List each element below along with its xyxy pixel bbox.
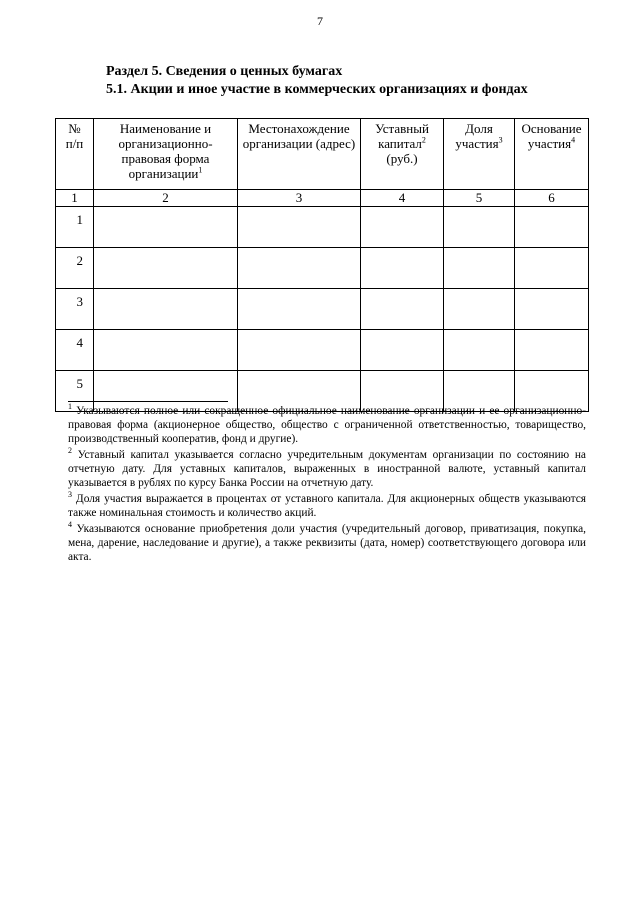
header-basis: Основание участия$^4$ xyxy=(515,119,589,190)
section-title: Раздел 5. Сведения о ценных бумагах xyxy=(106,64,343,79)
row-number: 5 xyxy=(56,371,94,412)
footnote-divider xyxy=(68,401,228,402)
column-number: 4 xyxy=(361,190,444,207)
location-cell[interactable] xyxy=(238,248,361,289)
footnote-1 xyxy=(68,404,586,446)
header-share: Доля участия$^3$ xyxy=(444,119,515,190)
footnote-mark: 3 xyxy=(68,490,72,500)
table-row xyxy=(56,207,589,248)
header-number: № п/п xyxy=(56,119,94,190)
capital-cell[interactable] xyxy=(361,207,444,248)
table-header-row xyxy=(56,119,589,190)
basis-cell[interactable] xyxy=(515,248,589,289)
footnote-4 xyxy=(68,522,586,564)
name-cell[interactable] xyxy=(94,289,238,330)
capital-cell[interactable] xyxy=(361,289,444,330)
footnote-text: Уставный капитал указывается согласно учредительным документам организации по состоянию на отчетную дату. Для уставных капиталов, выраженных в иностранной валюте, уставный капитал указывается в рублях по курсу Банка России на отчетную дату. xyxy=(68,449,586,489)
share-cell[interactable] xyxy=(444,330,515,371)
footnote-text: Указываются полное или сокращенное официальное наименование организации и ее организационно-правовая форма (акционерное общество, общество с ограниченной ответственностью, товарищество, производственный кооператив, фонд и другие). xyxy=(68,405,586,445)
section-subtitle: 5.1. Акции и иное участие в коммерческих организациях и фондах xyxy=(106,82,528,97)
share-cell[interactable] xyxy=(444,289,515,330)
footnote-mark: 2 xyxy=(68,446,72,456)
table-row xyxy=(56,330,589,371)
row-number: 2 xyxy=(56,248,94,289)
row-number: 4 xyxy=(56,330,94,371)
name-cell[interactable] xyxy=(94,207,238,248)
location-cell[interactable] xyxy=(238,207,361,248)
location-cell[interactable] xyxy=(238,289,361,330)
column-number: 3 xyxy=(238,190,361,207)
capital-cell[interactable] xyxy=(361,330,444,371)
footnote-mark: 4 xyxy=(68,520,72,530)
table-row xyxy=(56,289,589,330)
name-cell[interactable] xyxy=(94,330,238,371)
footnotes xyxy=(68,404,586,566)
column-number-row xyxy=(56,190,589,207)
table-row xyxy=(56,248,589,289)
basis-cell[interactable] xyxy=(515,207,589,248)
footnote-3 xyxy=(68,492,586,520)
capital-cell[interactable] xyxy=(361,248,444,289)
page-number: 7 xyxy=(317,14,323,28)
share-cell[interactable] xyxy=(444,248,515,289)
header-name: Наименование и организационно-правовая форма организации$^1$ xyxy=(94,119,238,190)
securities-table xyxy=(55,118,589,412)
header-capital: Уставный капитал$^2$ (руб.) xyxy=(361,119,444,190)
basis-cell[interactable] xyxy=(515,289,589,330)
basis-cell[interactable] xyxy=(515,330,589,371)
name-cell[interactable] xyxy=(94,248,238,289)
location-cell[interactable] xyxy=(238,330,361,371)
column-number: 2 xyxy=(94,190,238,207)
footnote-text: Доля участия выражается в процентах от уставного капитала. Для акционерных обществ указываются также номинальная стоимость и количество акций. xyxy=(68,493,586,519)
footnote-text: Указываются основание приобретения доли участия (учредительный договор, приватизация, покупка, мена, дарение, наследование и другие), а также реквизиты (дата, номер) соответствующего договора или акта. xyxy=(68,523,587,563)
column-number: 6 xyxy=(515,190,589,207)
column-number: 5 xyxy=(444,190,515,207)
column-number: 1 xyxy=(56,190,94,207)
row-number: 1 xyxy=(56,207,94,248)
header-location: Местонахождение организации (адрес) xyxy=(238,119,361,190)
footnote-mark: 1 xyxy=(68,402,72,412)
footnote-2 xyxy=(68,448,586,490)
share-cell[interactable] xyxy=(444,207,515,248)
row-number: 3 xyxy=(56,289,94,330)
